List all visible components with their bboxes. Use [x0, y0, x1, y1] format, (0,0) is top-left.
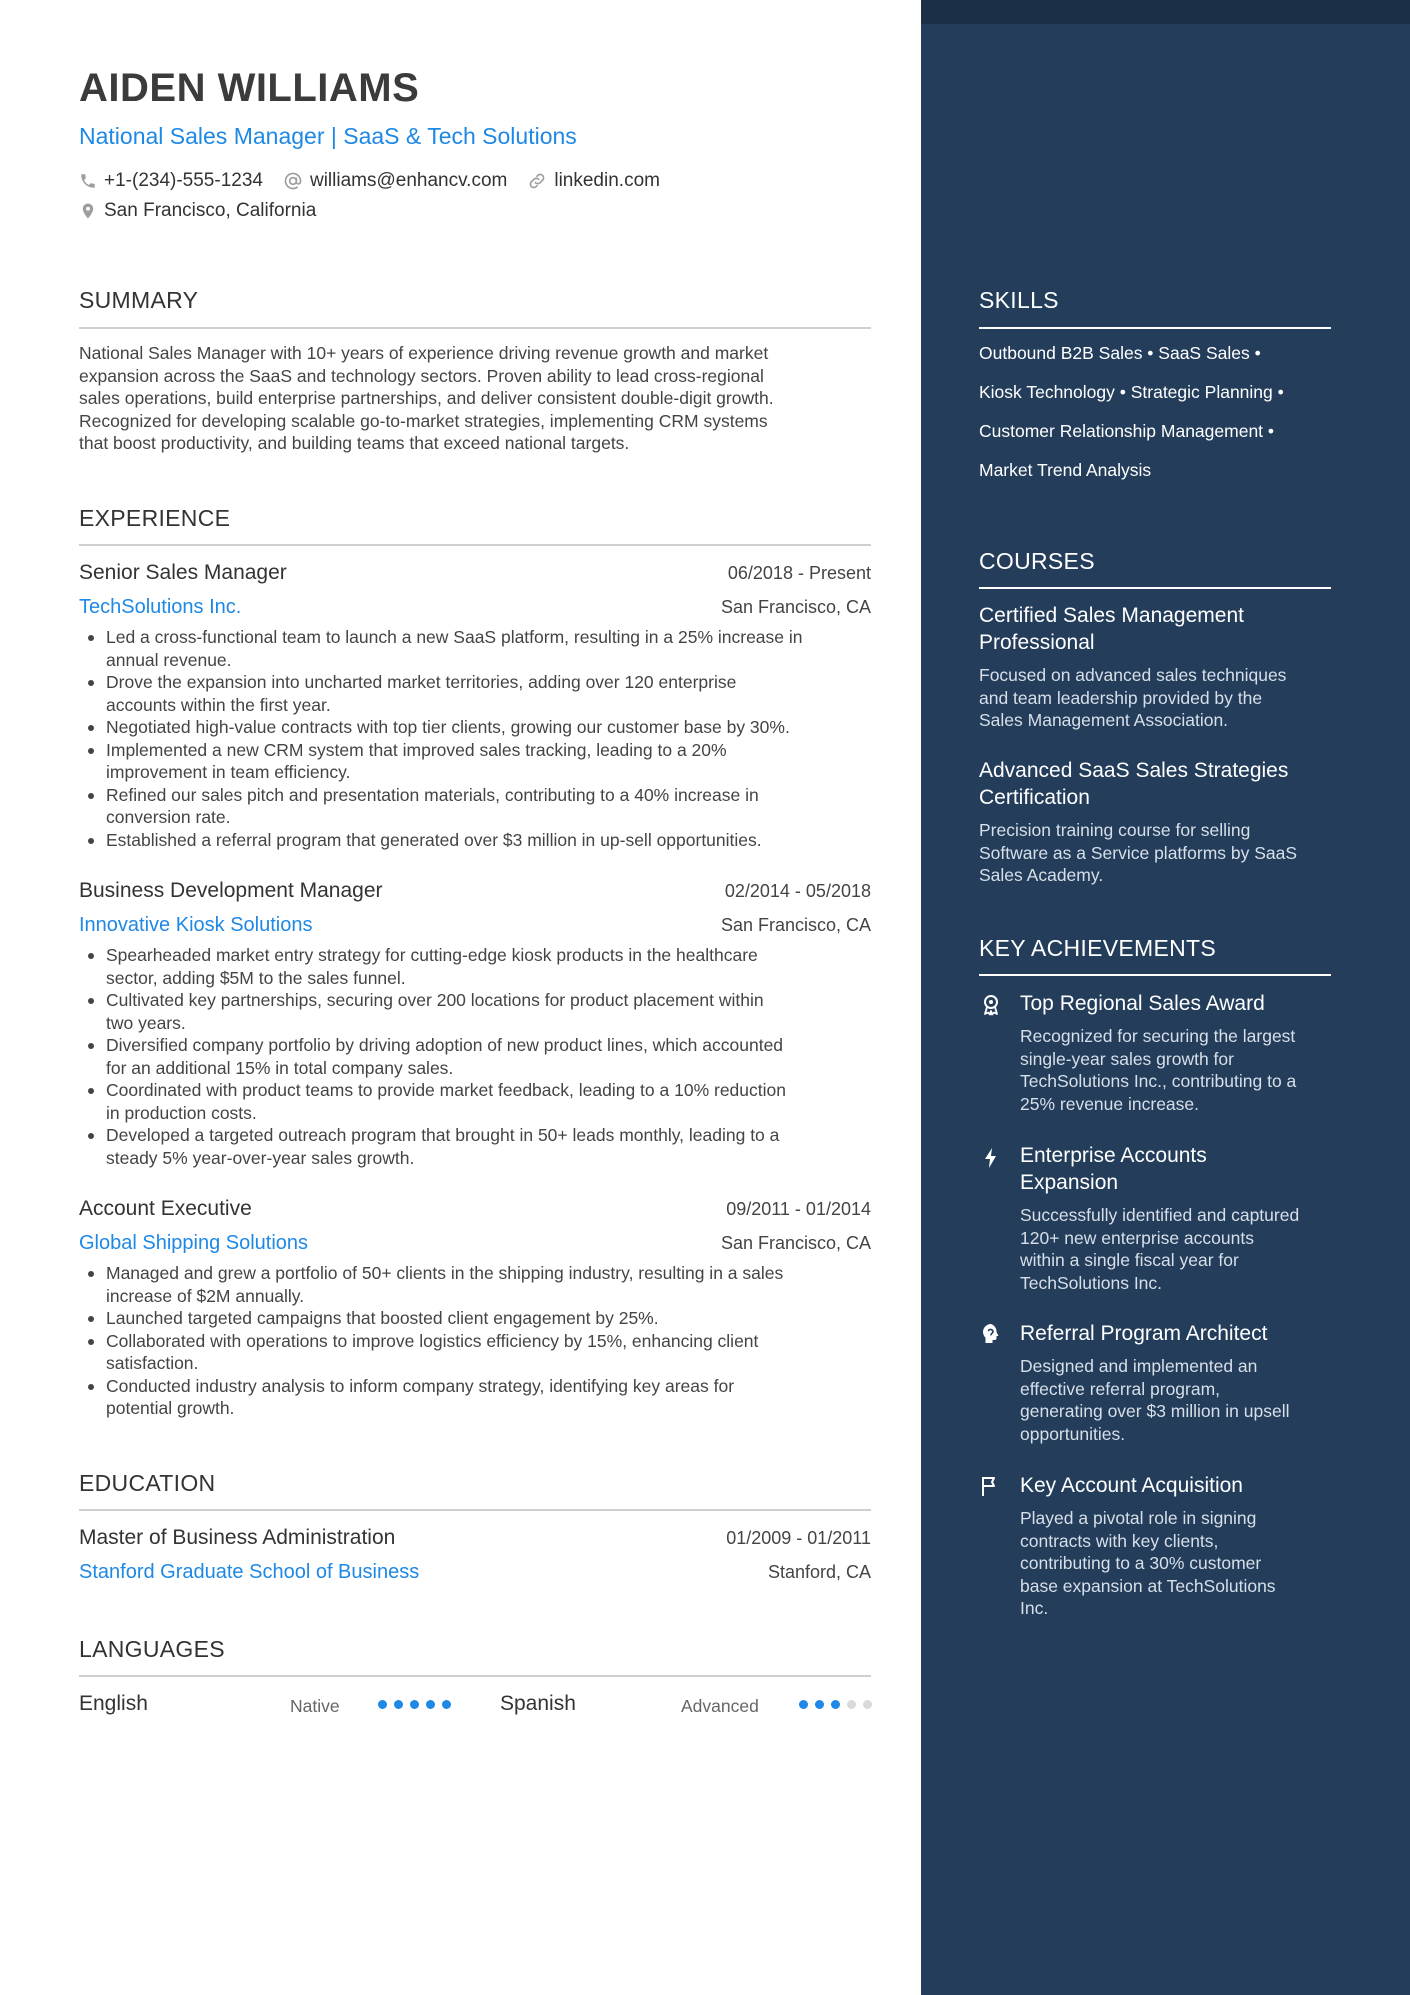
- education-dates: 01/2009 - 01/2011: [726, 1528, 871, 1548]
- achievement-desc-line: base expansion at TechSolutions: [1020, 1575, 1276, 1596]
- bullet-line: Conducted industry analysis to inform company strategy, identifying key areas for: [106, 1375, 735, 1396]
- achievement-desc-line: Designed and implemented an: [1020, 1356, 1258, 1376]
- bullet-line: conversion rate.: [106, 807, 231, 827]
- link-item[interactable]: [527, 170, 660, 192]
- achievement-title: [1020, 990, 1331, 1017]
- course-desc-line: Focused on advanced sales techniques: [979, 665, 1287, 685]
- email-item[interactable]: [283, 170, 507, 192]
- at-icon: [283, 171, 303, 191]
- summary-line: National Sales Manager with 10+ years of experience driving revenue growth and market: [79, 343, 769, 363]
- language-level: Advanced: [681, 1696, 759, 1716]
- education-location: Stanford, CA: [767, 1562, 871, 1582]
- achievement-description: [1020, 1025, 1331, 1115]
- achievements-title: KEY ACHIEVEMENTS: [979, 935, 1217, 961]
- email-text[interactable]: williams@enhancv.com: [309, 170, 508, 191]
- bullet-line: Spearheaded market entry strategy for cutting-edge kiosk products in the healthcare: [106, 945, 758, 965]
- experience-divider: [79, 544, 871, 546]
- achievement-desc-line: effective referral program,: [1020, 1378, 1221, 1399]
- bullet-item: [106, 671, 871, 716]
- bullet-line: Coordinated with product teams to provide market feedback, leading to a 10% reduction: [106, 1080, 786, 1100]
- language-name: English: [79, 1692, 148, 1715]
- bullet-item: [106, 989, 871, 1034]
- bullet-line: increase of $2M annually.: [106, 1285, 305, 1306]
- bullet-line: Launched targeted campaigns that boosted client engagement by 25%.: [106, 1308, 659, 1328]
- achievement-desc-line: Played a pivotal role in signing: [1020, 1508, 1257, 1528]
- bullet-item: [106, 716, 871, 739]
- bullet-line: for an additional 15% in total company sales.: [106, 1057, 454, 1078]
- course-desc-line: Precision training course for selling: [979, 820, 1251, 840]
- achievement-title-line: Top Regional Sales Award: [1020, 992, 1265, 1015]
- bullet-line: Implemented a new CRM system that improved sales tracking, leading to a 20%: [106, 739, 727, 760]
- bullet-line: Refined our sales pitch and presentation materials, contributing to a 40% increase in: [106, 784, 759, 805]
- skills-title: SKILLS: [979, 287, 1059, 313]
- rating-dot: [394, 1700, 403, 1709]
- course-desc-line: Sales Management Association.: [979, 710, 1229, 730]
- achievement-title: [1020, 1142, 1331, 1196]
- phone-item: [79, 170, 263, 192]
- language-rating: [378, 1700, 458, 1709]
- achievement-title: [1020, 1472, 1331, 1499]
- achievement-title: [1020, 1320, 1331, 1347]
- job-role: Account Executive: [79, 1197, 252, 1220]
- job-company: TechSolutions Inc.: [79, 596, 242, 618]
- bullet-item: [106, 1262, 871, 1307]
- achievement-desc-line: opportunities.: [1020, 1423, 1126, 1444]
- bullet-line: Cultivated key partnerships, securing over 200 locations for product placement within: [106, 990, 764, 1010]
- bullet-line: accounts within the first year.: [106, 694, 331, 715]
- bullet-item: [106, 1307, 871, 1330]
- job-dates: 09/2011 - 01/2014: [726, 1199, 871, 1219]
- skill-line: Customer Relationship Management •: [979, 421, 1275, 441]
- summary-title: SUMMARY: [79, 287, 199, 313]
- experience-title: EXPERIENCE: [79, 505, 231, 531]
- summary-text: [79, 342, 871, 455]
- education-title: EDUCATION: [79, 1470, 216, 1496]
- award-icon: [979, 993, 1003, 1022]
- link-icon: [527, 171, 547, 191]
- rating-dot: [831, 1700, 840, 1709]
- brain-icon: [979, 1322, 1003, 1351]
- bullet-item: [106, 784, 871, 829]
- skill-line: Kiosk Technology • Strategic Planning •: [979, 382, 1284, 402]
- achievement-description: [1020, 1355, 1331, 1445]
- job-location: San Francisco, CA: [720, 1233, 871, 1253]
- achievements-divider: [979, 974, 1331, 976]
- summary-line: Recognized for developing scalable go-to-market strategies, implementing CRM systems: [79, 410, 768, 431]
- job-role: Senior Sales Manager: [79, 561, 287, 584]
- candidate-name: AIDEN WILLIAMS: [79, 66, 420, 110]
- school: Stanford Graduate School of Business: [79, 1561, 420, 1583]
- bullet-item: [106, 1079, 871, 1124]
- bullet-item: [106, 739, 871, 784]
- languages-divider: [79, 1675, 871, 1677]
- achievement-title-line: Key Account Acquisition: [1020, 1474, 1243, 1497]
- bullet-item: [106, 944, 871, 989]
- bullet-line: potential growth.: [106, 1398, 235, 1418]
- skills-divider: [979, 327, 1331, 329]
- bullet-item: [106, 1124, 871, 1169]
- rating-dot: [863, 1700, 872, 1709]
- bullet-line: in production costs.: [106, 1102, 257, 1123]
- course-desc-line: and team leadership provided by the: [979, 687, 1263, 708]
- job-company: Innovative Kiosk Solutions: [79, 914, 313, 936]
- achievement-description: [1020, 1204, 1331, 1294]
- rating-dot: [815, 1700, 824, 1709]
- summary-divider: [79, 327, 871, 329]
- languages-title: LANGUAGES: [79, 1636, 225, 1662]
- summary-line: sales operations, build enterprise partnerships, and deliver consistent double-digit growth.: [79, 388, 774, 408]
- course-description: [979, 664, 1331, 732]
- bullet-line: steady 5% year-over-year sales growth.: [106, 1147, 415, 1168]
- rating-dot: [426, 1700, 435, 1709]
- job-bullets: [79, 1262, 871, 1420]
- achievement-title-line: Enterprise Accounts: [1020, 1144, 1207, 1167]
- achievement-desc-line: TechSolutions Inc., contributing to a: [1020, 1071, 1297, 1091]
- bullet-line: Led a cross-functional team to launch a new SaaS platform, resulting in a 25% increase in: [106, 627, 803, 647]
- bullet-item: [106, 1034, 871, 1079]
- bullet-line: two years.: [106, 1012, 186, 1033]
- course-description: [979, 819, 1331, 887]
- course-title-line: Advanced SaaS Sales Strategies: [979, 759, 1289, 782]
- degree: Master of Business Administration: [79, 1526, 396, 1549]
- achievement-desc-line: Recognized for securing the largest: [1020, 1026, 1296, 1046]
- achievement-title-line: Referral Program Architect: [1020, 1322, 1268, 1345]
- job-company: Global Shipping Solutions: [79, 1232, 309, 1254]
- contact-row: [79, 170, 680, 192]
- bullet-line: satisfaction.: [106, 1353, 199, 1373]
- achievement-desc-line: 25% revenue increase.: [1020, 1093, 1199, 1114]
- achievement-desc-line: contributing to a 30% customer: [1020, 1553, 1262, 1573]
- rating-dot: [799, 1700, 808, 1709]
- summary-line: that boost productivity, and building teams that exceed national targets.: [79, 433, 630, 453]
- bullet-line: Diversified company portfolio by driving adoption of new product lines, which accounted: [106, 1035, 784, 1055]
- rating-dot: [378, 1700, 387, 1709]
- education-divider: [79, 1509, 871, 1511]
- bullet-item: [106, 626, 871, 671]
- bullet-line: Collaborated with operations to improve logistics efficiency by 15%, enhancing client: [106, 1330, 759, 1351]
- phone-text: +1-(234)-555-1234: [104, 170, 263, 191]
- bullet-item: [106, 1375, 871, 1420]
- rating-dot: [442, 1700, 451, 1709]
- job-bullets: [79, 944, 871, 1169]
- bullet-line: Negotiated high-value contracts with top tier clients, growing our customer base by 30%.: [106, 717, 790, 737]
- language-level: Native: [290, 1696, 340, 1716]
- headline: National Sales Manager | SaaS & Tech Solutions: [79, 123, 577, 149]
- achievement-desc-line: single-year sales growth for: [1020, 1048, 1234, 1069]
- bullet-item: [106, 829, 871, 852]
- bullet-item: [106, 1330, 871, 1375]
- course-desc-line: Sales Academy.: [979, 865, 1104, 885]
- phone-icon: [79, 172, 97, 190]
- achievement-desc-line: generating over $3 million in upsell: [1020, 1401, 1290, 1421]
- summary-line: expansion across the SaaS and technology sectors. Proven ability to lead cross-regional: [79, 365, 764, 386]
- job-dates: 06/2018 - Present: [727, 563, 871, 583]
- flag-icon: [979, 1474, 1003, 1503]
- bullet-line: sector, adding $5M to the sales funnel.: [106, 967, 406, 988]
- skill-line: Market Trend Analysis: [979, 460, 1152, 480]
- achievement-desc-line: 120+ new enterprise accounts: [1020, 1227, 1254, 1248]
- course-title: [979, 757, 1331, 811]
- lightning-icon: [979, 1146, 1003, 1175]
- skill-line: Outbound B2B Sales • SaaS Sales •: [979, 343, 1261, 363]
- location-row: [79, 200, 336, 222]
- achievement-desc-line: Inc.: [1020, 1598, 1049, 1618]
- achievement-desc-line: within a single fiscal year for: [1020, 1250, 1239, 1270]
- achievement-desc-line: Successfully identified and captured: [1020, 1205, 1300, 1225]
- sidebar-top-bar: [921, 0, 1410, 24]
- location-pin-icon: [79, 201, 97, 221]
- location-text: San Francisco, California: [104, 200, 317, 221]
- course-title: [979, 602, 1331, 656]
- bullet-line: improvement in team efficiency.: [106, 762, 351, 782]
- job-dates: 02/2014 - 05/2018: [724, 881, 871, 901]
- rating-dot: [847, 1700, 856, 1709]
- course-title-line: Certification: [979, 786, 1090, 809]
- achievement-desc-line: contracts with key clients,: [1020, 1530, 1219, 1551]
- bullet-line: Managed and grew a portfolio of 50+ clients in the shipping industry, resulting in a sales: [106, 1263, 784, 1283]
- job-location: San Francisco, CA: [720, 915, 871, 935]
- bullet-line: Developed a targeted outreach program that brought in 50+ leads monthly, leading to a: [106, 1125, 780, 1145]
- language-rating: [799, 1700, 879, 1709]
- job-location: San Francisco, CA: [720, 597, 871, 617]
- courses-divider: [979, 587, 1331, 589]
- job-role: Business Development Manager: [79, 879, 383, 902]
- course-desc-line: Software as a Service platforms by SaaS: [979, 842, 1298, 863]
- job-bullets: [79, 626, 871, 851]
- achievement-description: [1020, 1507, 1331, 1620]
- language-name: Spanish: [500, 1692, 576, 1715]
- course-title-line: Certified Sales Management: [979, 604, 1244, 627]
- courses-title: COURSES: [979, 548, 1095, 574]
- location-item: [79, 200, 316, 222]
- achievement-title-line: Expansion: [1020, 1171, 1119, 1194]
- course-title-line: Professional: [979, 631, 1095, 654]
- link-text[interactable]: linkedin.com: [554, 170, 660, 191]
- achievement-desc-line: TechSolutions Inc.: [1020, 1272, 1163, 1293]
- bullet-line: Established a referral program that generated over $3 million in up-sell opportunities.: [106, 829, 762, 850]
- bullet-line: Drove the expansion into uncharted market territories, adding over 120 enterprise: [106, 672, 737, 692]
- rating-dot: [410, 1700, 419, 1709]
- bullet-line: annual revenue.: [106, 649, 232, 670]
